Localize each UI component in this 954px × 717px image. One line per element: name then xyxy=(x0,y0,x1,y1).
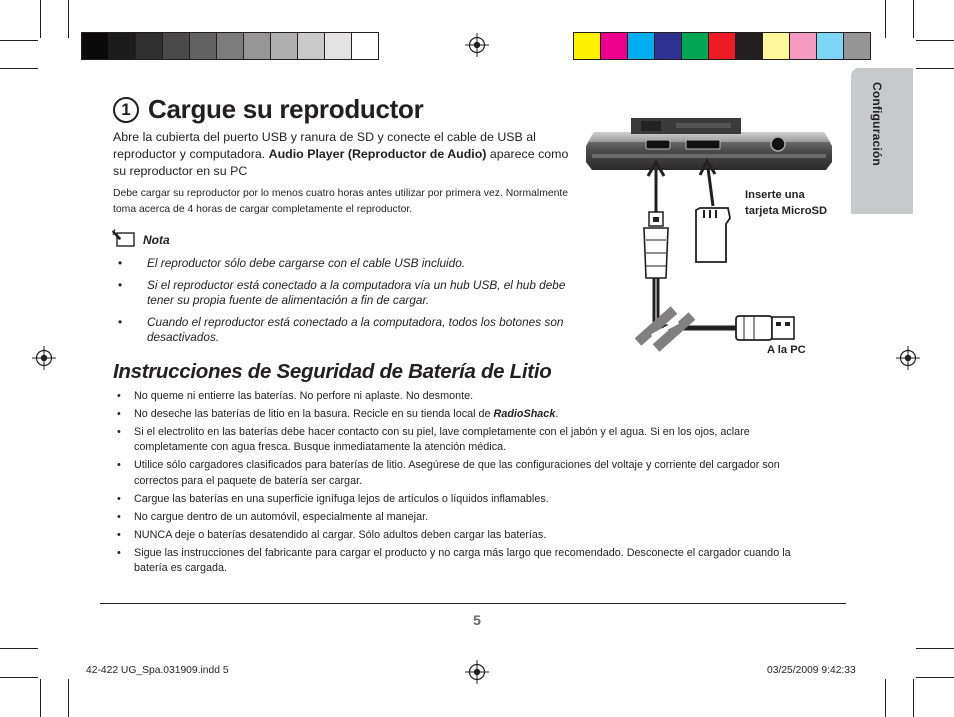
color-swatch xyxy=(573,32,601,60)
safety-list xyxy=(116,389,821,579)
section-heading xyxy=(113,94,423,125)
safety-heading: Instrucciones de Seguridad de Batería de Litio xyxy=(113,360,552,383)
page-number: 5 xyxy=(473,612,481,628)
note-label: Nota xyxy=(143,233,170,247)
list-item: • NUNCA deje o baterías desatendido al cargar. Sólo adultos deben cargar las baterías. xyxy=(116,528,821,543)
note-pad-icon xyxy=(112,228,136,248)
color-swatch xyxy=(708,32,736,60)
color-swatch xyxy=(270,32,298,60)
color-swatch xyxy=(162,32,190,60)
step-number-badge: 1 xyxy=(113,97,139,123)
intro-paragraph: Abre la cubierta del puerto USB y ranura de SD y conecte el cable de USB al reproductor y computadora. Audio Player (Reproductor de Audio) aparece como su reproductor en su PC xyxy=(113,130,569,178)
registration-mark-icon xyxy=(465,33,489,57)
color-swatch xyxy=(189,32,217,60)
cable-break-mark xyxy=(638,310,692,348)
charge-paragraph: Debe cargar su reproductor por lo menos cuatro horas antes utilizar por primera vez. Normalmente toma acerca de 4 horas de cargar completamente el reproductor. xyxy=(113,188,569,215)
microsd-label: Inserte una tarjeta MicroSD xyxy=(745,189,828,217)
registration-mark-icon xyxy=(32,346,56,370)
color-swatch xyxy=(216,32,244,60)
list-item: • Si el reproductor está conectado a la computadora vía un hub USB, el hub debe tener su propia fuente de alimentación a fin de cargar. xyxy=(116,278,581,309)
registration-mark-icon xyxy=(896,346,920,370)
color-swatch xyxy=(816,32,844,60)
registration-mark-icon xyxy=(465,660,489,684)
usb-a-plug xyxy=(736,316,794,340)
color-swatch xyxy=(789,32,817,60)
color-swatch xyxy=(108,32,136,60)
page-title: Cargue su reproductor xyxy=(148,94,424,124)
color-swatch xyxy=(324,32,352,60)
color-swatch xyxy=(351,32,379,60)
list-item: • No cargue dentro de un automóvil, especialmente al manejar. xyxy=(116,510,821,525)
list-item: • El reproductor sólo debe cargarse con el cable USB incluido. xyxy=(116,256,581,272)
list-item: • Cuando el reproductor está conectado a la computadora, todos los botones son desactivados. xyxy=(116,315,581,346)
pc-label: A la PC xyxy=(767,344,806,356)
color-swatch xyxy=(600,32,628,60)
color-swatch xyxy=(297,32,325,60)
file-info: 42-422 UG_Spa.031909.indd 5 xyxy=(86,665,229,676)
list-item: • Cargue las baterías en una superficie ignífuga lejos de artículos o líquidos inflamables. xyxy=(116,492,821,507)
radioshack-brand: RadioShack xyxy=(493,408,556,420)
color-swatch xyxy=(81,32,109,60)
list-item: • No deseche las baterías de litio en la basura. Recicle en su tienda local de RadioShack. xyxy=(116,407,821,422)
color-swatch xyxy=(735,32,763,60)
list-item: • Si el electrolito en las baterías debe hacer contacto con su piel, lave completamente con el jabón y el agua. Si en los ojos, aclare completamente con agua fresca. Busque inmediatamente la atención médica. xyxy=(116,425,821,456)
color-swatch xyxy=(243,32,271,60)
color-swatch xyxy=(654,32,682,60)
section-tab-label: Configuración xyxy=(870,82,884,166)
color-swatch xyxy=(627,32,655,60)
audio-player-name: Audio Player (Reproductor de Audio) xyxy=(268,147,487,161)
color-swatch xyxy=(762,32,790,60)
note-list xyxy=(116,256,581,352)
date-time: 03/25/2009 9:42:33 xyxy=(767,665,856,676)
list-item: • Sigue las instrucciones del fabricante para cargar el producto y no carga más largo que recomendado. Desconecte el cargador cuando la batería es cargada. xyxy=(116,546,821,577)
note-heading xyxy=(112,228,170,248)
color-swatch xyxy=(135,32,163,60)
color-swatch xyxy=(681,32,709,60)
usb-connection-diagram xyxy=(586,110,836,360)
color-swatch xyxy=(843,32,871,60)
footer-divider xyxy=(100,603,846,604)
list-item: • Utilice sólo cargadores clasificados para baterías de litio. Asegúrese de que las configuraciones del voltaje y corriente del cargador son correctos para el paquete de batería ser cargar. xyxy=(116,458,821,489)
list-item: • No queme ni entierre las baterías. No perfore ni aplaste. No desmonte. xyxy=(116,389,821,404)
microsd-card xyxy=(696,208,730,262)
